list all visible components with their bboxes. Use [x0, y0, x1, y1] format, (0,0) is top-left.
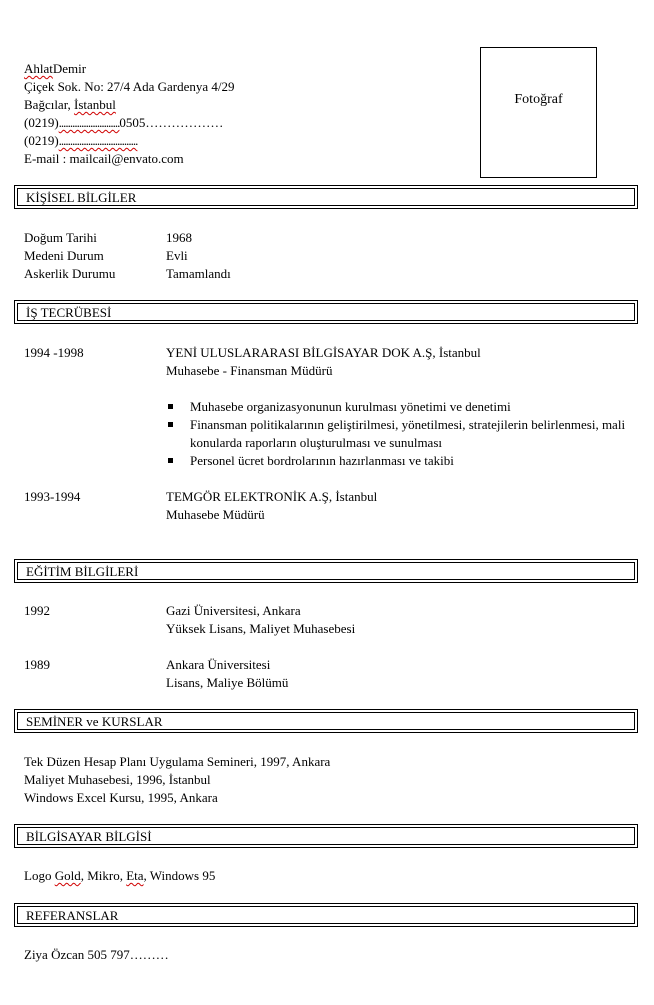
contact-name — [24, 60, 86, 78]
education-degree: Yüksek Lisans, Maliyet Muhasebesi — [166, 621, 356, 636]
city: İstanbul — [74, 97, 116, 112]
section-references-title: REFERANSLAR — [17, 906, 635, 924]
district: Bağcılar, — [24, 97, 75, 112]
duty-text: Personel ücret bordrolarının hazırlanması ve takibi — [190, 453, 454, 468]
education-year: 1992 — [24, 603, 50, 618]
duty-item — [166, 416, 626, 452]
education-degree: Lisans, Maliye Bölümü — [166, 675, 289, 690]
address-line-1: Çiçek Sok. No: 27/4 Ada Gardenya 4/29 — [24, 79, 235, 94]
duty-item — [166, 452, 626, 470]
first-name: Ahlat — [24, 61, 53, 76]
computer-skills — [24, 867, 215, 885]
skill-text: , Mikro, — [80, 868, 127, 883]
section-references — [14, 903, 638, 927]
bullet-icon — [168, 458, 173, 463]
section-education — [14, 559, 638, 583]
phone-2 — [24, 132, 137, 150]
bullet-icon — [168, 404, 173, 409]
experience-years: 1994 -1998 — [24, 345, 84, 360]
duty-text: Muhasebe organizasyonunun kurulması yönetimi ve denetimi — [190, 399, 511, 414]
personal-value: 1968 — [166, 230, 192, 245]
skill-text: , Windows 95 — [143, 868, 216, 883]
personal-label: Doğum Tarihi — [24, 230, 97, 245]
experience-company: YENİ ULUSLARARASI BİLGİSAYAR DOK A.Ş, İstanbul — [166, 345, 481, 360]
personal-label: Medeni Durum — [24, 248, 104, 263]
personal-label: Askerlik Durumu — [24, 266, 116, 281]
reference-item: Ziya Özcan 505 797……… — [24, 947, 169, 962]
section-seminars — [14, 709, 638, 733]
phone-2-code: (0219) — [24, 133, 59, 148]
seminar-item: Maliyet Muhasebesi, 1996, İstanbul — [24, 772, 211, 787]
education-year: 1989 — [24, 657, 50, 672]
section-experience — [14, 300, 638, 324]
experience-years: 1993-1994 — [24, 489, 81, 504]
seminar-item: Windows Excel Kursu, 1995, Ankara — [24, 790, 218, 805]
section-seminars-title: SEMİNER ve KURSLAR — [17, 712, 635, 730]
education-school: Gazi Üniversitesi, Ankara — [166, 603, 301, 618]
experience-duties — [166, 398, 626, 470]
phone-1-fill: ........................... — [58, 115, 120, 130]
bullet-icon — [168, 422, 173, 427]
skill-text: Logo — [24, 868, 55, 883]
personal-value: Tamamlandı — [166, 266, 231, 281]
phone-1-rest: 0505……………… — [119, 115, 224, 130]
duty-item — [166, 398, 626, 416]
photo-label: Fotoğraf — [514, 92, 563, 107]
phone-1-code: (0219) — [24, 115, 59, 130]
personal-value: Evli — [166, 248, 188, 263]
phone-1 — [24, 114, 223, 132]
section-personal-title: KİŞİSEL BİLGİLER — [17, 188, 635, 206]
experience-company: TEMGÖR ELEKTRONİK A.Ş, İstanbul — [166, 489, 378, 504]
section-computer-title: BİLGİSAYAR BİLGİSİ — [17, 827, 635, 845]
experience-title: Muhasebe Müdürü — [166, 507, 265, 522]
duty-text: Finansman politikalarının geliştirilmesi, yönetilmesi, stratejilerin belirlenmesi, mali konularda raporların oluşturulması ve sunulması — [190, 417, 626, 450]
email: E-mail : mailcail@envato.com — [24, 151, 184, 166]
last-name: Demir — [52, 61, 87, 76]
section-experience-title: İŞ TECRÜBESİ — [17, 303, 635, 321]
photo-placeholder — [480, 47, 597, 178]
experience-title: Muhasebe - Finansman Müdürü — [166, 363, 333, 378]
skill-text: Eta — [126, 868, 144, 883]
address-line-2 — [24, 96, 116, 114]
section-computer — [14, 824, 638, 848]
seminar-item: Tek Düzen Hesap Planı Uygulama Semineri, 1997, Ankara — [24, 754, 331, 769]
section-education-title: EĞİTİM BİLGİLERİ — [17, 562, 635, 580]
phone-2-fill: ................................... — [58, 133, 138, 148]
skill-text: Gold — [54, 868, 81, 883]
education-school: Ankara Üniversitesi — [166, 657, 271, 672]
section-personal — [14, 185, 638, 209]
